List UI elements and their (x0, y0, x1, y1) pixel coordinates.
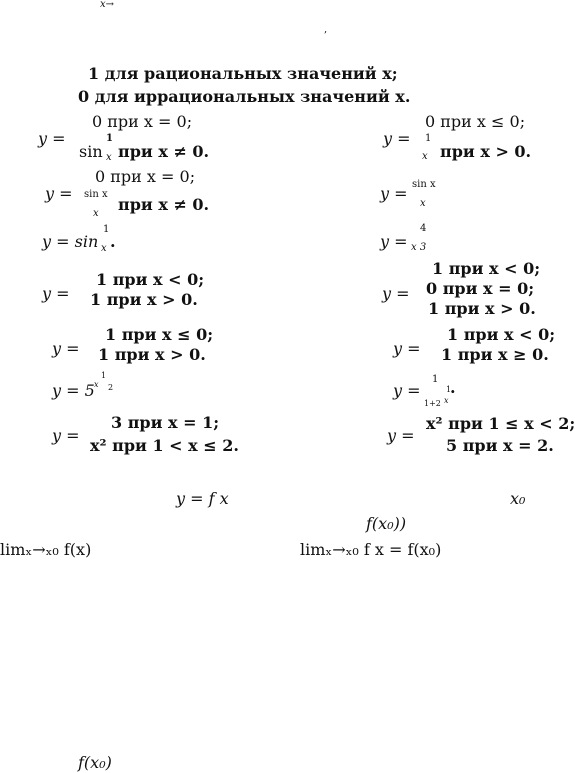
piece-row: 1 при x > 0. (428, 299, 536, 318)
piece-tail: при x ≠ 0. (118, 195, 210, 214)
frac-den: x (422, 151, 428, 162)
y-label: y = (380, 232, 408, 251)
y-label: y = (382, 284, 410, 303)
piece-row: x² при 1 ≤ x < 2; (426, 414, 575, 433)
function-notation: y = f x (176, 489, 229, 508)
y-label: y = (42, 284, 70, 303)
piece-row: 3 при x = 1; (111, 413, 220, 432)
piece-row: 1 при x ≤ 0; (105, 325, 214, 344)
frac-den: 1+2 (424, 399, 441, 408)
y-label: y = (383, 129, 411, 148)
limit-left: limₓ→ₓ₀ f(x) (0, 540, 92, 559)
piece-row: 1 при x > 0. (98, 345, 206, 364)
frac-den: x (101, 243, 107, 254)
frac-num: 1 (106, 133, 113, 144)
top-fragment: x→ (100, 0, 115, 10)
y-label: y = (45, 184, 73, 203)
frac-num: 1 (425, 133, 432, 144)
exp-sup: x (94, 380, 99, 389)
bottom-fx0: f(x₀) (78, 753, 112, 772)
function-value: f(x₀)) (366, 514, 407, 533)
piece-row: 1 при x < 0; (432, 259, 541, 278)
y-label: y = (393, 339, 421, 358)
frac-num: sin x (412, 179, 436, 190)
piece-row: x² при 1 < x ≤ 2. (90, 436, 239, 455)
exp-expression: y = 5 (52, 381, 95, 400)
sup-num: 1 (446, 385, 452, 394)
piece-row: 1 при x > 0. (90, 290, 198, 309)
sup-den: 2 (108, 383, 114, 392)
y-label: y = (38, 129, 66, 148)
sup-num: 1 (101, 371, 107, 380)
frac-den: x (93, 208, 99, 219)
frac-den: x 3 (411, 242, 427, 253)
frac-num: sin x (84, 189, 108, 200)
piece-row: 0 при x = 0; (95, 167, 196, 186)
stray-mark: , (324, 24, 328, 35)
y-label: y = (52, 426, 80, 445)
point-x0: x₀ (510, 489, 526, 508)
y-label: y = (52, 339, 80, 358)
limit-right: limₓ→ₓ₀ f x = f(x₀) (300, 540, 442, 559)
piece-row: 5 при x = 2. (446, 436, 554, 455)
period: . (110, 232, 116, 251)
den-sup: x (444, 396, 449, 405)
sin-expression: y = sin (42, 232, 99, 251)
piece-tail: при x > 0. (440, 142, 532, 161)
frac-num: 1 (432, 374, 439, 385)
y-label: y = (393, 381, 421, 400)
y-label: y = (387, 426, 415, 445)
piece-row: 1 при x < 0; (96, 270, 205, 289)
frac-den: x (106, 152, 112, 163)
frac-num: 1 (103, 224, 110, 235)
period: . (450, 378, 456, 397)
piece-row: 1 при x < 0; (447, 325, 556, 344)
piece-tail: при x ≠ 0. (118, 142, 210, 161)
frac-num: 4 (420, 223, 427, 234)
piece-row: 0 при x ≤ 0; (425, 112, 526, 131)
dirichlet-line-2: 0 для иррациональных значений x. (78, 87, 411, 106)
piece-row: 0 при x = 0; (92, 112, 193, 131)
piece-row: 0 при x = 0; (426, 279, 535, 298)
y-label: y = (380, 184, 408, 203)
fn-name: sin (79, 142, 103, 161)
dirichlet-line-1: 1 для рациональных значений x; (88, 64, 398, 83)
piece-row: 1 при x ≥ 0. (441, 345, 549, 364)
frac-den: x (420, 198, 426, 209)
